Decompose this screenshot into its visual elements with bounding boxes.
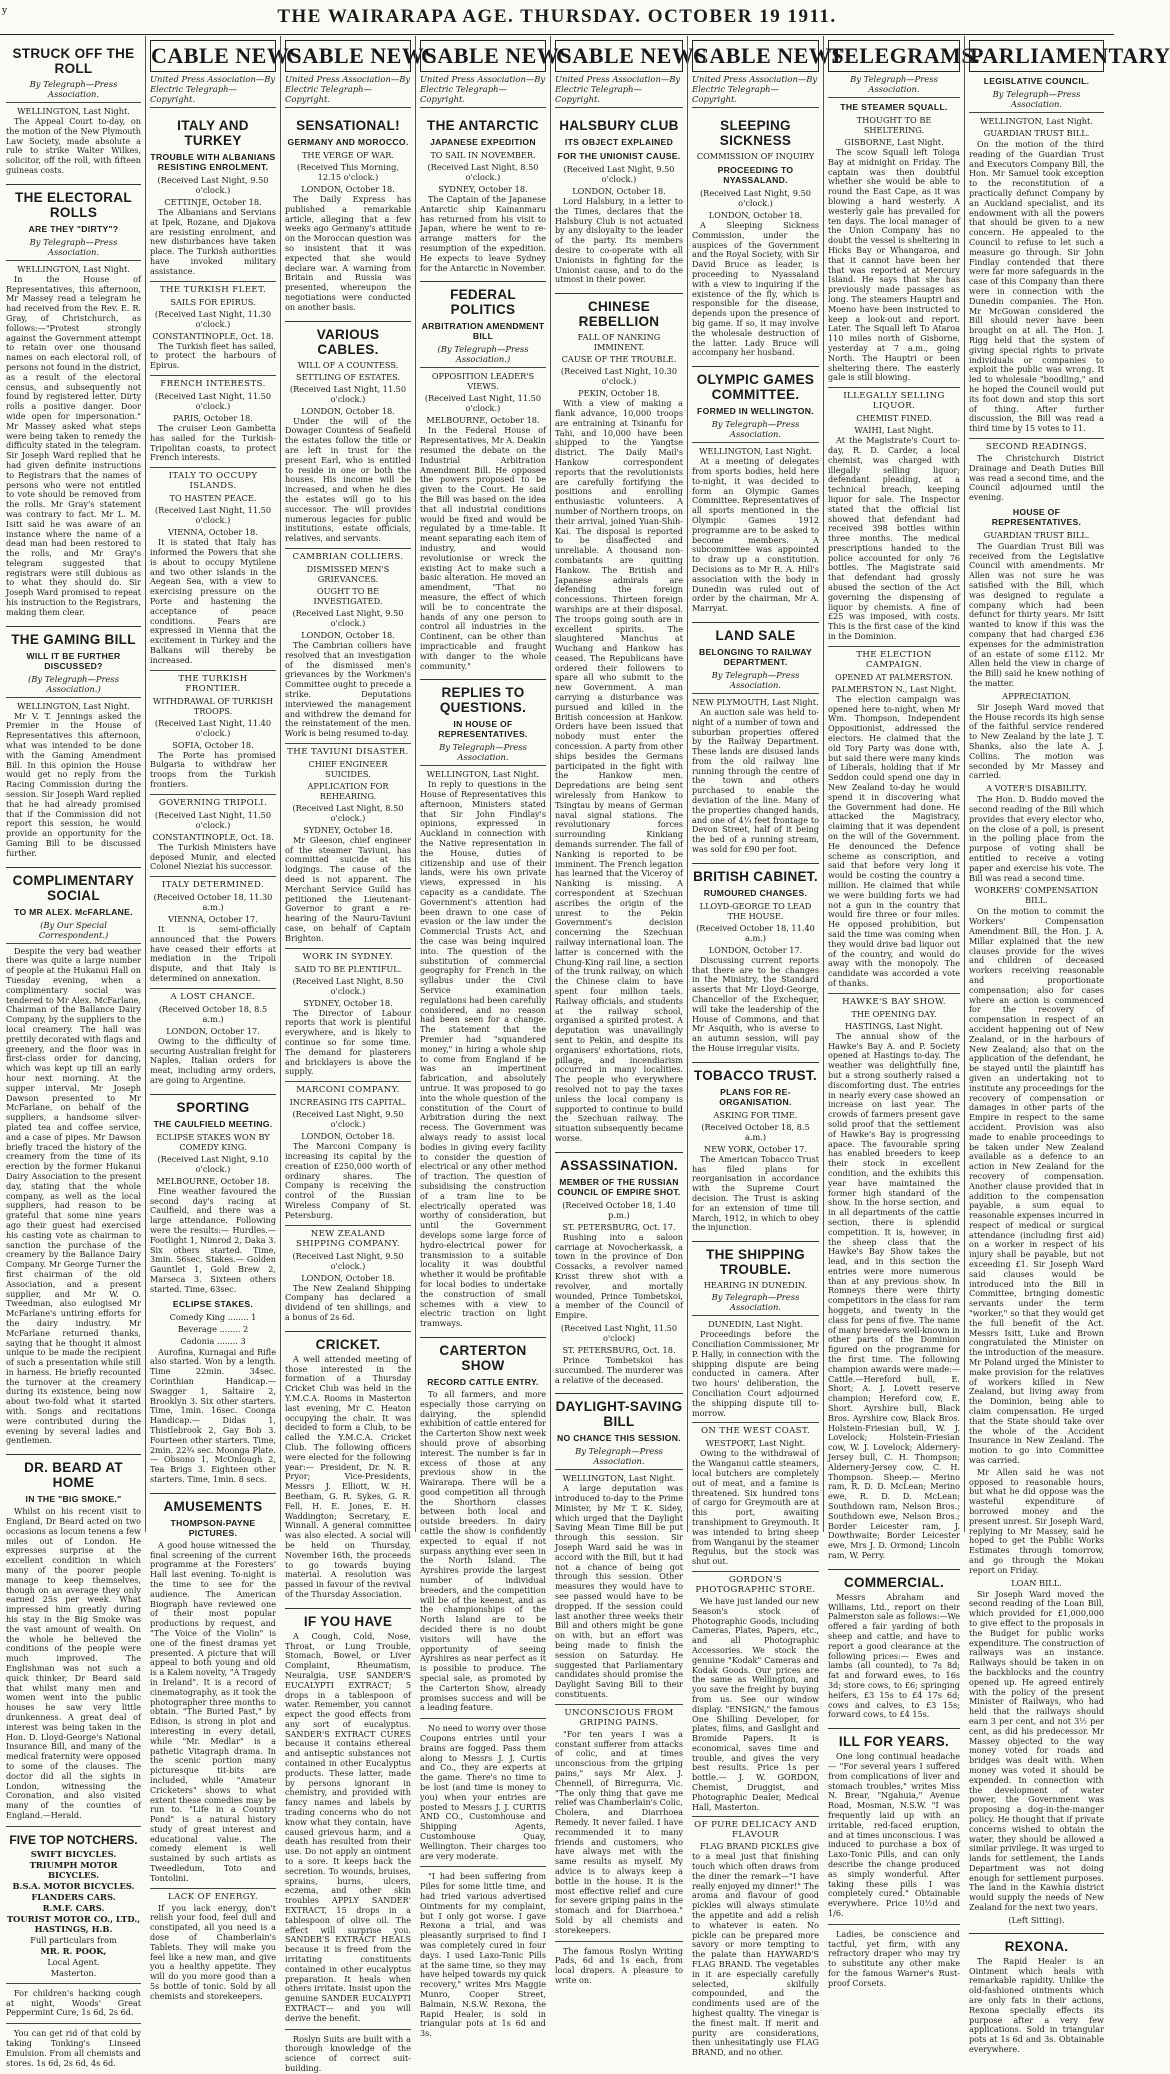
article-body: The American Tobacco Trust has filed plans for reorganisation in accordance with the Supreme Court decision. The Trust is asking for an extension of time till March, 1912, in which to obey the injunction.	[692, 1153, 819, 1233]
ad-line: FLANDERS CARS.	[31, 1891, 116, 1902]
dateline: CETTINJE, October 18.	[164, 197, 262, 207]
dateline: NEW YORK, October 17.	[704, 1143, 807, 1154]
result-line: Comedy King ........ 1	[169, 1311, 257, 1322]
article-body: The Hon. D. Buddo moved the second reading of the Bill which provides that every elector who, on the close of a poll, is present in the polling place from the purpose of voting shall be entitled to receive a voting paper and exercise his vote. The Bill was read a second time.	[969, 794, 1104, 883]
subheadline: SETTLING OF ESTATES.	[295, 371, 401, 382]
column-7	[823, 36, 981, 1988]
subheadline: RECORD CATTLE ENTRY.	[427, 1376, 539, 1387]
dateline: LONDON, October 18.	[301, 1272, 395, 1283]
subheadline: APPRECIATION.	[1002, 690, 1071, 701]
ad-line: TRIUMPH MOTOR BICYCLES.	[29, 1859, 118, 1880]
subheadline: THOUGHT TO BE SHELTERING.	[856, 115, 932, 135]
dateline: VIENNA, October 18.	[168, 527, 258, 538]
received-line: (Received Last Night, 11.50 o'clock)	[560, 1322, 678, 1343]
subheadline: TO SAIL IN NOVEMBER.	[430, 150, 536, 160]
ad-agent: MR. R. POOK,	[40, 1945, 107, 1956]
dateline: LONDON, October 18.	[301, 405, 395, 416]
subheadline: TROUBLE WITH ALBANIANS RESISTING ENROLMENT.	[150, 152, 276, 172]
headline-ill-for-years: ILL FOR YEARS.	[828, 1728, 960, 1749]
subheadline: CHIEF ENGINEER SUICIDES.	[308, 758, 388, 779]
article-body: Sir Joseph Ward moved the second reading of the Loan Bill, which provided for £1,000,000 to give effect to the proposals in the Budget for public works expenditure. The construction of railways was an instance. Railways should be taken in on the backblocks and the country opened up. He agreed entirely with the policy of the present Minister of Railways, who had held that the railways should earn 3 per cent, and not 3½ per cent, as did his predecessor. Mr Massey objected to the way money voted for roads and bridges was dealt with. When money was voted it should be expended. In connection with the development of water power, the Government was proposing a dog-in-the-manger policy. He thought that if private concerns wished to obtain the water, they should be allowed a similar privilege. It was urged to lands for settlement, the Lands Department was not doing enough for settlement purposes. The land in the Kawhia district would supply the needs of New Zealand for the next two years.	[969, 1588, 1104, 1913]
column-1	[2, 36, 145, 2068]
article-body: The Turkish Ministers have deposed Munir, and elected Colonel Nieziat his successor.	[150, 841, 276, 872]
ad-top-notchers-title: FIVE TOP NOTCHERS.	[9, 1832, 138, 1847]
column-6	[687, 36, 845, 2058]
headline-sleeping-sickness: SLEEPING SICKNESS	[719, 118, 792, 148]
received-line: (Received This Morning, 12.15 o'clock.)	[297, 162, 399, 182]
article-body: The Cambrian colliers have resolved that an investigation of the dismissed men's grievances by the Workmen's Committee ought to precede a strike. Deputations interviewed the management and withdrew the demand for the reinstatement of the men. Work is being resumed to-day.	[285, 639, 411, 739]
subheadline: THE ELECTION CAMPAIGN.	[828, 646, 960, 670]
credit: By Telegraph—Press Association.	[692, 670, 819, 694]
divider	[6, 1983, 141, 1984]
article-body: The New Zealand Shipping Company has declared a dividend of ten shillings, and a bonus of 2s 6d.	[285, 1282, 411, 1322]
ad-roslyn-suits: Roslyn Suits are built with a thorough knowledge of the science of correct suit-building.	[285, 2033, 411, 2073]
article-body: The Turkish fleet has sailed, to protect the harbours of Epirus.	[150, 340, 276, 371]
article-body: On the motion to commit the Workers' Compensation Amendment Bill, the Hon. J. A. Millar explained that the new clauses provide for the wives and children of deceased workers receiving reasonable and proportionate compensation; also for cases where an action is commenced for the recovery of compensation in respect of an accident happening out of New Zealand, or in the harbours of New Zealand; also that on the application of the defendant, he be stayed until the plaintiff has given an undertaking not to institute any proceedings for the recovery of compensation or damages in other parts of the Empire in respect to the same accident. Provision was also made to enable proceedings to be taken under New Zealand available as a defence to an action in New Zealand for the recovery of compensation. Another clause provided that in addition to the compensation payable, a sum equal to reasonable expenses incurred in respect of medical or surgical attendance (including first aid) on a worker in respect of his injury shall be payable, but not exceeding £1. Sir Joseph Ward said clauses would be introduced into the Bill in Committee, bringing domestic servants under the term "worker," so that they would get the full benefit of the Act. Messrs Isitt, Luke and Brown congratulated the Minister on the introduction of the measure. Mr Poland urged the Minister to make provision for the relatives of workers killed in New Zealand, but living away from the Dominion, being able to claim compensation. He urged that the State should take over the whole of the Accident Insurance in New Zealand. The motion to go into Committee was carried.	[969, 906, 1104, 1466]
headline-complimentary-social: COMPLIMENTARY SOCIAL	[6, 867, 141, 903]
headline-if-you-have: IF YOU HAVE	[285, 1608, 411, 1629]
subheadline: SECOND READINGS.	[969, 438, 1104, 452]
received-line: (Received Last Night, 11.50 o'clock.)	[154, 390, 272, 411]
article-body: Mr Allen said he was not opposed to reasonable hours, but what he did oppose was the wasteful expenditure of borrowed money and the present unrest. Sir Joseph Ward, replying to Mr Massey, said he hoped to get the Public Works Estimates through tomorrow, and go through the Mokau report on Friday.	[969, 1466, 1104, 1575]
article-body: Prince Tombetskoi has succumbed. The murderer was a relative of the deceased.	[555, 1354, 683, 1385]
dateline: WELLINGTON, Last Night.	[17, 700, 130, 711]
ad-warners-corsets: Ladies, be conscience and tactful, yet firm, with any refractory draper who may try to substitute any other make for the famous Warner's Rust-proof Corsets.	[828, 1928, 960, 1988]
received-line: (Received Last Night, 11.40 o'clock.)	[154, 717, 272, 738]
received-line: (Received October 18, 11.30 a.m.)	[153, 892, 273, 913]
received-line: (Received Last Night, 9.50 o'clock.)	[292, 607, 404, 628]
headline-electoral-rolls: THE ELECTORAL ROLLS	[6, 184, 141, 220]
subheadline: GORDON'S PHOTOGRAPHIC STORE.	[692, 1571, 819, 1595]
headline-shipping-trouble: THE SHIPPING TROUBLE.	[692, 1241, 819, 1277]
dateline: ST. PETERSBURG, Oct. 17.	[562, 1221, 676, 1232]
dateline: PALMERSTON N., Last Night.	[831, 683, 957, 694]
dateline: DUNEDIN, Last Night.	[708, 1319, 803, 1330]
dateline: LONDON, October 18.	[708, 210, 803, 220]
subheadline: ON THE WEST COAST.	[692, 1422, 819, 1436]
article-body: Fine weather favoured the second day's racing at Caulfield, and there was a large attendance. Following were the results:— Hurdles.— Footlight 1, Nimrod 2, Daka 3. Six others started. Time, 3min. 56sec. Stakes.— Golden Gauntlet 1, Gold Brew 2, Marseca 3. Sixteen others started. Time, 63sec.	[150, 1185, 276, 1294]
headline-antarctic: THE ANTARCTIC	[427, 118, 539, 133]
dateline: WELLINGTON, Last Night.	[426, 769, 540, 780]
credit: By Telegraph—Press Association.	[969, 89, 1104, 113]
subheadline: LEGISLATIVE COUNCIL.	[983, 76, 1090, 86]
credit: By Telegraph—Press Association.	[828, 74, 960, 98]
dateline: HASTINGS, Last Night.	[844, 1020, 944, 1031]
subheadline: ARBITRATION AMENDMENT BILL	[421, 321, 545, 342]
dateline: SYDNEY, October 18.	[303, 997, 393, 1008]
subheadline: THE TAVIUNI DISASTER.	[285, 743, 411, 757]
subheadline: THE VERGE OF WAR.	[301, 150, 395, 160]
dateline: CONSTANTINOPLE, Oct. 18.	[152, 330, 274, 341]
article-body: The Christchurch District Drainage and Death Duties Bill was read a second time, and the Council adjourned until the evening.	[969, 452, 1104, 503]
dateline: SOFIA, October 18.	[172, 739, 254, 750]
headline-gaming-bill: THE GAMING BILL	[6, 626, 141, 647]
credit: By Telegraph—Press Association.	[692, 419, 819, 443]
subheadline: GUARDIAN TRUST BILL.	[983, 529, 1090, 540]
received-line: (Received October 18, 8.5 a.m.)	[701, 1121, 810, 1142]
article-body: Whilst on his recent visit to England, Dr Beard acted on two occasions as locum tenens a few miles out of London. He expresses surprise at the excellent condition in which many of the poorer people manage to keep themselves, though on an average they only earned 25s per week. What impressed him greatly during his stay in the Big Smoke was the vast amount of wealth. On the whole he believed the conditions of the people were much improved. The Englishman was not such a quick thinker, Dr Beard said that whilst many men and women went into the public houses he saw very little drunkenness. A great deal of interest was being taken in the Hon. D. Lloyd-George's National Insurance Bill, and many of the medical fraternity were opposed to some of the clauses. The doctor did all the sights in London, witnessing the Coronation, and also visited many of the counties of England.—Herald.	[6, 1506, 141, 1820]
ad-line: R.M.F. CARS.	[42, 1902, 105, 1913]
subheadline: ECLIPSE STAKES.	[172, 1298, 254, 1309]
article-body: The scow Squall left Tologa Bay at midnight on Friday. The captain was then doubtful whether she would be able to round the East Cape, as it was blowing a hard westerly. A westerly gale has prevailed for ten days. The local manager of the Union Company has no doubt the vessel is sheltering in Hicks Bay or Whangaroa, and that it cannot have been her that was reported at Mercury Island. He says that she has previously made passages as long. The steamers Hauptri and Moeno have been instructed to keep a look-out and report. Later. The Squall left To Ataroa 110 miles north of Gisborne, yesterday at 7 a.m., going North. The Hauptri or been sheltering there. The easterly gale is still blowing.	[828, 147, 960, 383]
article-body: The Captain of the Japanese Antarctic ship Kainanmaru has returned from his visit to Japan, where he went to re-arrange matters for the resumption of the expedition. He expects to leave Sydney for the Antarctic in November.	[420, 194, 546, 273]
result-line: Cadonia ........ 3	[180, 1335, 246, 1346]
dateline: LONDON, October 18.	[301, 629, 395, 640]
column-2	[145, 36, 303, 2001]
left-sitting: (Left Sitting).	[1008, 1914, 1065, 1925]
article-body: The election campaign was opened here to-night, when Mr Wm. Thompson, Independent Oppositionist, addressed the electors. He claimed that the old Tory Party was done with, but said there were many kinds of Liberals, holding that if Mr Seddon could spend one day in New Zealand to-day he would spend it in discovering what the Government had done. He attacked the Magistracy, claiming that it was dependent on the will of the Government. He denounced the Defence scheme as conscription, and said that before very long it would be costing the country a million. He claimed that while we were building forts we had not a gun in the country that would fire three or four miles. He opposed prohibition, but said the time was coming when they would drive bad liquor out of the country, and would do away with the monopoly. The candidate was accorded a vote of thanks.	[828, 693, 960, 988]
article-body: The Albanians and Servians at Ipek, Rozane, and Djakova are resisting enrolment, and new disturbances have taken place. The Turkish authorities have invoked military assistance.	[150, 207, 276, 276]
subheadline: GUARDIAN TRUST BILL.	[983, 128, 1090, 138]
dateline: LONDON, October 18.	[301, 184, 395, 194]
headline-struck-off: STRUCK OFF THE ROLL	[12, 46, 135, 76]
credit: By Telegraph—Press Association.	[420, 742, 546, 766]
ad-particulars: Full particulars from	[30, 1934, 117, 1945]
received-line: (Received Last Night, 9.50 o'clock.)	[699, 188, 811, 208]
article-body: Owing to the withdrawal of the Wanganui cattle steamers, local butchers are completely out of meat, and a famine is threatened. Six hundred tons of cargo for Greymouth are at this port, awaiting transhipment to Greymouth. It was intended to bring sheep from Wanganui by the steamer Regulus, but the stock was shut out.	[692, 1448, 819, 1567]
subheadline: WORKERS' COMPENSATION BILL.	[974, 885, 1099, 906]
article-body: A Sleeping Sickness Commission, under the auspices of the Government and the Royal Society, with Sir David Bruce as leader, is proceeding to Nyassaland with a view to inquiring if the existence of the fly, which is responsible for the disease, depends upon the presence of big game. If so, it may involve the wholesale destruction of the latter. Lady Bruce will accompany her husband.	[692, 220, 819, 358]
headline-dr-beard: DR. BEARD AT HOME	[6, 1454, 141, 1490]
article-body: On the motion of the third reading of the Guardian Trust and Executors Company Bill, the Hon. Mr Samuel took exception to the reconstitution of a practically defunct Company by an Auckland specialist, and its endowment with all the powers that should be given to a new concern. He appealed to the Council to refuse to let such a measure go through. Sir John Findlay contended that there were far more safeguards in the case of this Company than there were in connection with the Dunedin companies. The Hon. Mr McGowan considered the Bill should never have been brought on at all. The Hon. J. Rigg held that the system of giving special rights to private individuals or companies to exploit the public was wrong. It led to wholesale "boodling," and he hoped the Council would put its foot down and stop this sort of thing. After further discussion, the Bill was read a third time by 15 votes to 11.	[969, 139, 1104, 434]
column-4	[415, 36, 573, 2039]
dateline: PARIS, October 18.	[173, 412, 253, 423]
masthead: THE WAIRARAPA AGE. THURSDAY. OCTOBER 19 1911.	[0, 0, 1114, 35]
subheadline: APPLICATION FOR REHEARING.	[307, 780, 389, 801]
article-body: Discussing current reports that there are to be changes in the Ministry, the Standard asserts that Mr Lloyd-George, Chancellor of the Exchequer, will take the leadership of the House of Commons, and that Mr Asquith, who is averse to an autumn session, will pay the House irregular visits.	[692, 954, 819, 1054]
subheadline: SAID TO BE PLENTIFUL.	[294, 963, 402, 974]
subheadline: MARCONI COMPANY.	[285, 1081, 411, 1095]
section-title-cable-news: CABLE NEWS	[692, 40, 819, 72]
credit: By Telegraph—Press Association.	[555, 1446, 683, 1470]
subheadline: THOMPSON-PAYNE PICTURES.	[170, 1517, 256, 1538]
article-body: The Guardian Trust Bill was received from the Legislative Council with amendments. Mr Allen was not sure he was satisfied with the Bill, which was designed to regulate a company which had been defunct for thirty years. Mr Isitt wanted to know if this was the company that had charged £36 expenses for the administration of an estate of some £112. Mr Allen held the view in charge of the Bill) said he knew nothing of the matter.	[969, 540, 1104, 689]
divider	[6, 2023, 141, 2024]
article-body: With a view of making a flank advance, 10,000 troops are entraining at Tsinanfu for Tahi, and 10,000 have been shipped to the Yangtse district. The Daily Mail's Hankow correspondent reports that the revolutionists are carefully fortifying the positions and enrolling enthusiastic volunteers. A number of Northern troops, on their arrival, joined Yuan-Shih-Kai. The disposal is reported to be disaffected and unreliable. A thousand non-combatants are quitting Hankow. The British and Japanese admirals are defending the foreign concessions. Thirteen foreign warships are at their disposal. The troops going south are in excellent spirits. The slaughtered Manchus at Wuchang and Hankow has ceased. The Republicans have ordered their followers to spare all who submit to the new Government. A man carrying a disturbance was pursued and killed in the British concession at Hankow. Orders have been issued that nobody must enter the concession. A party from other ships besides the Germans participated in the fight with the Hankow men. Depredations are being sent wirelessly from Hankow to Tsingtau by means of German naval signal stations. The revolutionary forces surrounding Kinkiang demands surrender. The fall of Nanking is reported to be imminent. The French legation has learned that the Viceroy of Nanking is missing. A correspondent at Szechuan ascribes the origin of the unrest to the Pekin Government's decision concerning the Szechuan railway international loan. The latter is concerned with the Chung-King rail line, a section of the trunk railway, on which the Chinese claim to have spent four million taels. Railway officials, and students at the railway school, organised a spirited protest. A deputation was unavailingly sent to Pekin, and despite its organisers' exhortations, riots, pillage, and incendiarism occurred in many localities. The people who everywhere resolved not to pay the taxes unless the local company is supported to continue to build the Szechuan railway. The situation subsequently became worse.	[555, 398, 683, 1143]
received-line: (Received Last Night, 11.50 o'clock.)	[154, 505, 272, 526]
article-body: The Appeal Court to-day, on the motion of the New Plymouth Law Society, made absolute a rule to strike Walter Wilkes, solicitor, off the roll, with fifteen guineas costs.	[6, 116, 141, 175]
credit: United Press Association—By Electric Telegraph—Copyright.	[420, 74, 546, 108]
received-line: (Received October 18, 11.40 a.m.)	[696, 922, 815, 943]
received-line: (Received Last Night, 11.50 o'clock.)	[154, 809, 272, 830]
credit: (By Telegraph—Press Association.)	[420, 344, 546, 368]
ad-rexona: The Rapid Healer is an Ointment which heals with remarkable rapidity. Unlike the old-fashioned ointments which are only fats in their actions, Rexona specially effects its purpose after a very few applications. Sold in triangular pots at 1s 6d and 3s. Obtainable everywhere.	[969, 1955, 1104, 2055]
subheadline: ECLIPSE STAKES WON BY COMEDY KING.	[156, 1131, 270, 1152]
subheadline: IN HOUSE OF REPRESENTATIVES.	[438, 719, 528, 740]
subheadline: LACK OF ENERGY.	[150, 1888, 276, 1902]
credit: United Press Association—By Electric Telegraph—Copyright.	[285, 74, 411, 108]
subheadline: SAILS FOR EPIRUS.	[170, 296, 256, 307]
credit: United Press Association—By Electric Telegraph—Copyright.	[150, 74, 276, 108]
headline-chinese-rebellion: CHINESE REBELLION	[555, 293, 683, 329]
dateline: WELLINGTON, Last Night.	[17, 263, 130, 274]
article-body: A large deputation was introduced to-day to the Prime Minister, by Mr T. K. Sidey, which urged that the Daylight Saving Mean Time Bill be put through this session. Sir Joseph Ward said he was in accord with the Bill, but it had not a chance of being got through this session. Other measures they would have to see passed would have to be dropped. If the session could last another three weeks their Bill and others might be gone on with, but an effort was being made to finish the session on Saturday. He suggested that Parliamentary candidates should promise the Daylight Saving Bill to their constituents.	[555, 1483, 683, 1700]
dateline: MELBOURNE, October 18.	[156, 1175, 270, 1186]
subheadline: ILLEGALLY SELLING LIQUOR.	[828, 387, 960, 411]
article-body: A well attended meeting of those interested in the formation of a Thursday Cricket Club was held in the Y.M.C.A. Rooms in Masterton last evening, Mr C. Heaton occupying the chair. It was decided to form a Club, to be called the Y.M.C.A. Cricket Club. The following officers were elected for the following year:— President, Dr. N. R. Pryor; Vice-Presidents, Messrs J. Elliott, W. H. Beetham, G. R. Sykes, G. R. Fell, H. E. Jones, E. H. Waddington; Secretary, E. Winnall. A general committee was also elected. A social will be held on Thursday, November 16th, the proceeds to go towards buying material. A resolution was passed in favour of the revival of the Thursday Association.	[285, 1353, 411, 1599]
headline-british-cabinet: BRITISH CABINET.	[692, 863, 819, 884]
article-body: Lord Halsbury, in a letter to the Times, declares that the Halsbury Club is not actuated by any disloyalty to the leader of the party. Its members desire to co-operate with all Unionists in fighting for the Unionist cause, and to do the utmost in their power.	[555, 196, 683, 285]
subheadline: LOAN BILL.	[1011, 1577, 1062, 1588]
article-body: The annual show of the Hawke's Bay A. and P. Society opened at Hastings to-day. The weather was delightfully fine, but a strong southerly raised a discomforting dust. The entries in nearly every case showed an increase on last year. The crowds of farmers present gave solid proof that the settlement of Hawke's Bay is progressing apace. The favourable spring has enabled breeders to keep their stock in excellent condition, and the exhibits this year have maintained the former high standard of the show. In the horse section, and in all departments of the cattle section, there is splendid competition. It is, however, in the sheep class that the Hawke's Bay Show takes the lead, and in this section the entries were more numerous than at any previous show. In Romneys there were thirty competitors in the class for ram hoggets, and twenty in the class for pens of five. The name of many breeders well-known in other parts of the Dominion figured on the programme for the first time. The following champion awards were made:— Cattle.—Hereford bull, E. Short; A. J. Lovett reserve champion; Hereford cow, E. Short. Ayrshire bull, Black Bros. Ayrshire cow, Black Bros. Holstein-Friesian bull, W. J. Lovelock; Holstein-Friesian cow, W. J. Lovelock; Aldernery-Jersey bull, C. H. Thompson; Aldernery-Jersey cow, C. H. Thompson. Sheep.— Merino ram, R. D. D. McLean; Merino ewe, R. D. D. McLean; Southdown ram, Nelson Bros.; Southdown ewe, Nelson Bros.; Border Leicester ram, J. Dowthwaite; Border Leicester ewe, Mrs J. D. Ormond; Lincoln ram, W. Perry.	[828, 1030, 960, 1560]
subheadline: FOR THE UNIONIST CAUSE.	[557, 151, 681, 161]
received-line: (Received Last Night, 9.50 o'clock.)	[157, 175, 269, 195]
headline-land-sale: LAND SALE	[692, 622, 819, 643]
ad-gordons-store: We have just landed our new Season's stock of Photographic Goods, including Cameras, Plates, Papers, etc., and all Photographic Accessories. We stock the genuine "Kodak" Cameras and Kodak Goods. Our prices are the same as Wellington, and you save the freight by buying from us. See our window display. "ENSIGN," the famous One Shilling Developer, for plates, films, and Gaslight and Bromide Papers. It is economical, saves time and trouble, and gives the very best results. Price 1s per bottle.— J. W. GORDON, Chemist, Druggist, and Photographic Dealer, Medical Hall, Masterton.	[692, 1595, 819, 1812]
article-body: A good house witnessed the final screening of the current programme at the Foresters' Hall last evening. To-night is the time to see for the audience. The American Biograph have reviewed one of their most popular productions by request, and "The Voice of the Violin" is one of the finest dramas yet presented. A picture that will appeal to both young and old is a Kalem novelty, "A Tragedy in Ireland". It is a record of cinematography, as it took the photographer three months to obtain. "The Buried Past," by Edison, is strong in plot and interesting in every detail, while "Mr. Medlar" is a pathetic Vitagraph drama. In the scenic portion many picturesque tit-bits are included, while "Amateur Cricketers" shows to what extent these comedies may be run to. "Life in a Country Pond" is a natural history study of great interest and educational value. The comedy element is well sustained by such artists as Tweedledum, Toto and Tontolini.	[150, 1539, 276, 1883]
article-body: Under the will of the Dowager Countess of Seafield the estates follow the title or are left in trust for the present Earl, who is entitled to reside in one or both the houses. His income will be increased, and when he dies the estates will go to his successor. The will provides numerous legacies for public institutions, estate officials, relatives, and servants.	[285, 415, 411, 544]
dateline: LONDON, October 18.	[572, 186, 666, 196]
article-body: The Daily Express has published a remarkable article, alleging that a few weeks ago Germany's attitude on the Moroccan question was so insistent that it was expected that she would declare war. A warning from Britain and Russia was presented, whereupon the negotiations were conducted on another basis.	[285, 194, 411, 312]
article-body: Owing to the difficulty of securing Australian freight for Naples, Italian orders for meat, including army orders, are going to Argentine.	[150, 1035, 276, 1086]
dateline: WELLINGTON, Last Night.	[699, 446, 812, 457]
column-8	[964, 36, 1170, 2055]
article-body: To all farmers, and more especially those carrying on dairying, the splendid exhibition of cattle entered for the Carterton Show next week should prove of absorbing interest. The number is far in excess of those at any previous show in the Wairarapa. There will be a good competition all through the Shorthorn classes between both local and outside breeders. In dairy cattle the show is confidently expected to equal if not surpass anything ever seen in the North Island. The Ayrshires provide the largest number of individual breeders, and the competition will be of the keenest, and as the championships of the North Island are to be decided there is no doubt visitors will have the opportunity of seeing Ayrshires as near perfect as it is possible to produce. The special sale, as promoted by the Carterton Show, already promises success and will be a leading feature.	[420, 1388, 546, 1713]
received-line: (Received Last Night, 9.50 o'clock.)	[563, 164, 675, 184]
dateline: PEKIN, October 18.	[578, 388, 660, 399]
headline-assassination: ASSASSINATION.	[555, 1152, 683, 1173]
received-line: (Received Last Night, 8.50 o'clock.)	[292, 802, 404, 823]
received-line: (Received Last Night, 9.50 o'clock.)	[292, 1109, 404, 1130]
subheadline: LLOYD-GEORGE TO LEAD THE HOUSE.	[699, 900, 812, 921]
ad-curtis: No need to worry over those Coupons entries until your brains are fogged. Pass them along to Messrs J. J. Curtis and Co., they are experts at the game. There's no time to be lost (and time is money to you) when your entries are posted to Messrs J. J. CURTIS AND CO., Customhouse and Shipping Agents, Customhouse Quay, Wellington. Their charges too are very moderate.	[420, 1723, 546, 1861]
page-mark: y	[2, 6, 8, 16]
subheadline: ARE THEY "DIRTY"?	[28, 223, 119, 234]
dateline: MELBOURNE, October 18.	[426, 415, 540, 426]
article-body: Rushing into a saloon carriage at Novocherkassk, a town in the province of Don Cossacks, a revolver named Krisst threw shot with a revolver, and mortally wounded, Prince Tombetskoi, a member of the Council of Empire.	[555, 1231, 683, 1321]
dateline: LONDON, October 17.	[166, 1025, 260, 1036]
result-line: Beverage ........ 2	[177, 1323, 249, 1334]
headline-replies-to-questions: REPLIES TO QUESTIONS.	[420, 679, 546, 715]
subheadline: FORMED IN WELLINGTON.	[697, 406, 814, 417]
subheadline: PROCEEDING TO NYASSALAND.	[717, 165, 794, 185]
section-title-cable-news: CABLE NEWS	[555, 40, 683, 72]
subheadline: THE CAULFIELD MEETING.	[153, 1118, 273, 1129]
ad-peppermint-cure: For children's hacking cough at night, Woods' Great Peppermint Cure, 1s 6d, 2s 6d.	[6, 1987, 141, 2018]
subheadline: CAUSE OF THE TROUBLE.	[561, 354, 677, 365]
divider	[828, 1924, 960, 1925]
subheadline-house: HOUSE OF REPRESENTATIVES.	[991, 506, 1082, 527]
credit: (By Telegraph—Press Association.)	[6, 674, 141, 698]
columns	[2, 36, 1170, 2073]
subheadline: PLANS FOR RE-ORGANISATION.	[719, 1086, 792, 1107]
subheadline: THE STEAMER SQUALL.	[840, 102, 948, 112]
article-body: If you lack energy, don't relish your food, feel dull and constipated, all you need is a dose of Chamberlain's Tablets. They will make you feel like a new man, and give you a healthy appetite. They will do you more good than a 5s bottle of tonic. Sold by all chemists and storekeepers.	[150, 1902, 276, 2001]
credit: United Press Association—By Electric Telegraph—Copyright.	[555, 74, 683, 108]
subheadline: FALL OF NANKING IMMINENT.	[577, 332, 661, 353]
dateline: SYDNEY, October 18.	[438, 184, 528, 194]
divider	[285, 2029, 411, 2030]
article-body: Messrs Abraham and Williams, Ltd., report on their Palmerston sale as follows:—We offered a fair yarding of both sheep and cattle, and have to report a good clearance at the following prices:— Ewes and lambs (all counted), to 7s 8d; fat and forward ewes, to 16s 3d; store cows, to £6; springing heifers, £3 15s to £4 17s 6d; cows and calves, to £3 15s; forward cows, to £4 15s.	[828, 1591, 960, 1720]
subheadline: GERMANY AND MOROCCO.	[287, 137, 409, 147]
subheadline: JAPANESE EXPEDITION	[430, 137, 536, 147]
received-line: (Received Last Night, 11.50 o'clock.)	[289, 383, 407, 404]
received-line: (Received Last Night, 9.10 o'clock.)	[157, 1153, 269, 1174]
subheadline: CAMBRIAN COLLIERS.	[285, 548, 411, 562]
subheadline: ITALY TO OCCUPY ISLANDS.	[150, 467, 276, 491]
headline-commercial: COMMERCIAL.	[828, 1569, 960, 1590]
dateline: WAIHI, Last Night.	[854, 425, 934, 436]
article-body: The Marconi Company is increasing its capital by the creation of £250,000 worth of ordinary shares. The Company is receiving the control of the Russian Wireless Company of St. Petersburg.	[285, 1141, 411, 1220]
ad-colic-remedy: "For ten years I was a constant sufferer from attacks of colic, and at times unconscious from the griping pains," says Mr Alex. J. Chennell, of Birregurra, Vic. "The only thing that gave me relief was Chamberlain's Colic, Cholera, and Diarrhoea Remedy. It never failed. I have recommended it to many friends and customers, who have always met with the same results as myself. My advice is to always keep a bottle in the house. It is the most effective relief and cure for severe griping pains in the stomach and for Diarrhoea." Sold by all chemists and storekeepers.	[555, 1728, 683, 1935]
section-title-parliamentary: PARLIAMENTARY	[969, 40, 1104, 72]
dateline: WELLINGTON, Last Night.	[17, 106, 130, 116]
subheadline: ITALY DETERMINED.	[150, 876, 276, 890]
subheadline: A LOST CHANCE.	[150, 988, 276, 1002]
dateline: GISBORNE, Last Night.	[844, 137, 944, 147]
subheadline: INCREASING ITS CAPITAL.	[289, 1097, 407, 1108]
subheadline: OPPOSITION LEADER'S VIEWS.	[431, 371, 535, 392]
headline-carterton-show: CARTERTON SHOW	[420, 1337, 546, 1373]
ad-flag-brand: FLAG BRAND PICKLES give to a meal just that finishing touch which often draws from the diner the remark—"I have really enjoyed my dinner!" The aroma and flavour of good pickles will always stimulate the appetite and add a relish to whatever is eaten. No pickle can be prepared more savory or more tempting to the palate than HAYWARD'S FLAG BRAND. The vegetables in it are especially carefully selected, skilfully compounded, and the condiments used are of the highest quality. The vinegar is the finest malt. If merit and purity are considerations, then unhesitatingly use FLAG BRAND, and no other.	[692, 1841, 819, 2058]
divider	[420, 1718, 546, 1719]
headline-various-cables: VARIOUS CABLES.	[285, 321, 411, 357]
credit: By Telegraph—Press Association.	[692, 1292, 819, 1316]
article-body: At the Magistrate's Court to-day, R. D. Carder, a local chemist, was charged with illegally selling liquor; defendant pleading, at a technical breach, keeping liquor for sale. The Inspector stated that the official list showed that defendant had received 398 bottles within three months. The medical prescriptions handed to the police accounted for only 76 bottles. The Magistrate said that defendant had grossly abused the section of the Act governing the dispensing of liquor by chemists. A fine of £25 was imposed, with costs. This is the first case of the kind in the Dominion.	[828, 435, 960, 642]
dateline: SYDNEY, October 18.	[303, 824, 393, 835]
headline-halsbury-club: HALSBURY CLUB	[559, 118, 679, 133]
article-body: At a meeting of delegates from sports bodies, held here to-night, it was decided to form an Olympic Games Committee. Representatives of all sports mentioned in the Olympic Games 1912 programme are to be asked to become members. A subcommittee was appointed to draw up a constitution. Decisions as to Mr R. A. Hill's association with the body in Dunedin was ruled out of order by the chairman, Mr A. Marryat.	[692, 456, 819, 614]
article-body: In the Federal House of Representatives, Mr A. Deakin resumed the debate on the Industrial Arbitration Amendment Bill. He opposed the powers proposed to be given to the Court. He said the Bill was based on the idea that all industrial conditions would be fixed and would be regulated by a time-table. It meant separating each item of industry, and would revolutionise or wreck the existing Act to make such a basic alteration. He moved an amendment, "That no measure, the effect of which will be to concentrate the hands of any one person to control all industries in the Continent, can be other than impracticable and fraught with danger to the whole community."	[420, 425, 546, 671]
subheadline: NEW ZEALAND SHIPPING COMPANY.	[285, 1225, 411, 1249]
subheadline: FRENCH INTERESTS.	[150, 375, 276, 389]
subheadline: WORK IN SYDNEY.	[285, 948, 411, 962]
subheadline: RUMOURED CHANGES.	[703, 887, 808, 898]
article-body: Mr Gleeson, chief engineer of the steamer Taviuni, has committed suicide at his lodgings. The cause of the deed is not apparent. The Merchant Service Guild has petitioned the Lieutenant-Governor to grant a re-hearing of the Nauru-Taviuni case, on behalf of Captain Brighton.	[285, 834, 411, 943]
received-line: (Received Last Night, 10.30 o'clock.)	[560, 366, 678, 387]
article-body: In the House of Representatives, this afternoon, Mr Massey read a telegram he had received from the Rev. E. R. Gray, of Christchurch, as follows:—"Protest strongly against the Government attempt to retain over one thousand names on each electoral roll, of persons not found in the district, as a result of the electoral census, and subsequently not found by registered letter. Dirty rolls a positive danger. Door wide open for impersonation." Mr Massey asked what steps were being taken to remedy the difficulty stated in the telegram. Sir Joseph Ward replied that he had given definite instructions to Registrars that the names of persons who were not entitled to vote should be removed from the rolls. Mr Gray's statement was contrary to fact. Mr L. M. Isitt said he was aware of an instance where the name of a dead man had been restored to the rolls, and Mr Gray's telegram suggested that registrars were still dubious as to what they should do. Sir Joseph Ward promised to repeat his instruction to the Registrars, making them clear.	[6, 273, 141, 617]
subheadline: THE TURKISH FLEET.	[150, 281, 276, 295]
subheadline: THE TURKISH FRONTIER.	[150, 670, 276, 694]
article-body: Proceedings before the Conciliation Commissioner, Mr P. Hally, in connection with the shipping dispute are being conducted in camera. After two hours' deliberation, the Conciliation Court adjourned the shipping dispute till to-morrow.	[692, 1329, 819, 1418]
article-body: An auction sale was held to-night of a number of town and suburban properties offered by the Railway Department. These lands are disused lands from the old railway line running through the centre of the town and others purchased to enable the deviation of the line. Many of the properties changed hands, and one of 4¼ feet frontage to Devon Street, half of it being the bed of a running stream, was sold for £90 per foot.	[692, 706, 819, 855]
received-line: (Received October 18, 8.5 a.m.)	[158, 1003, 268, 1024]
section-title-cable-news: CABLE NEWS	[150, 40, 276, 72]
subheadline: A VOTER'S DISABILITY.	[986, 783, 1087, 794]
subheadline: WILL IT BE FURTHER DISCUSSED?	[26, 650, 121, 671]
dateline: WELLINGTON, Last Night.	[562, 1473, 676, 1484]
subheadline: OUGHT TO BE INVESTIGATED.	[313, 585, 383, 606]
ad-town: Masterton.	[50, 1967, 97, 1978]
divider	[420, 1866, 546, 1867]
subheadline: BELONGING TO RAILWAY DEPARTMENT.	[699, 646, 812, 667]
credit: United Press Association—By Electric Telegraph—Copyright.	[692, 74, 819, 108]
headline-federal-politics: FEDERAL POLITICS	[420, 281, 546, 317]
article-body: It is stated that Italy has informed the Powers that she is about to occupy Mytilene and two other islands in the Aegean Sea, with a view to exercising pressure on the Porte and hastening the acceptance of peace conditions. Fears are expressed in Vienna that the excitement in Turkey and the Balkans will thereby be increased.	[150, 537, 276, 665]
subheadline: DISMISSED MEN'S GRIEVANCES.	[306, 563, 390, 584]
dateline: NEW PLYMOUTH, Last Night.	[692, 696, 819, 707]
article-body: In reply to questions in the House of Representatives this afternoon, Ministers stated that Sir John Findlay's opinions, expressed in Auckland in connection with the Native representation in the House, duties of citizenship and use of their lands, were his own private views, expressed in his capacity as a candidate. The Government's attention had been drawn to one case of evasion or the law under the Commercial Trusts Act, and the case was being inquired into. The question of the substitution of commercial geography for French in the syllabus under the Civil Service examination regulations had been carefully considered, and no reason had been seen for a change. The statement that the Premier had "squandered money," in hiring a whole ship to come from England if he was an impertinent fabrication, and absolutely untrue. It was proposed to go into the whole question of the constitution of the Court of Arbitration during the next recess. The Government was always ready to assist local bodies in giving every facility to consider the question of electrical or any other method of traction. The question of subsidising the construction of a tram line to be electrically operated was worthy of consideration, but until the Government develops some large force of hydro-electrical power for transmission to a suitable locality it was doubtful whether it would be profitable for local bodies to undertake the construction of small schemes with a view to electric traction on light tramways.	[420, 779, 546, 1329]
dateline: LONDON, October 17.	[708, 944, 803, 955]
dateline: LONDON, October 18.	[301, 1131, 395, 1142]
ad-roslyn-pads: The famous Roslyn Writing Pads, 6d and 1s each, from local drapers. A pleasure to write on.	[555, 1945, 683, 1985]
headline-daylight-saving: DAYLIGHT-SAVING BILL	[555, 1393, 683, 1429]
subheadline: WILL OF A COUNTESS.	[297, 359, 399, 370]
subheadline: ITS OBJECT EXPLAINED	[564, 137, 674, 147]
article-body: The Porte has promised Bulgaria to withdraw her troops from the Turkish frontiers.	[150, 749, 276, 789]
subheadline: ASKING FOR TIME.	[713, 1109, 798, 1120]
subheadline: UNCONSCIOUS FROM GRIPING PAINS.	[555, 1704, 683, 1728]
article-body: The Director of Labour reports that work is plentiful everywhere, and is likely to continue so for some time. The demand for plasterers and bricklayers is above the supply.	[285, 1007, 411, 1077]
article-body: Sir Joseph Ward moved that the House records its high sense of the faithful service rendered to New Zealand by the late J. T. Shanks, also the late A. J. Collins. The motion was seconded by Mr Massey and carried.	[969, 701, 1104, 781]
ad-line: B.S.A. MOTOR BICYCLES.	[12, 1880, 135, 1891]
article-body: It is semi-officially announced that the Powers have ceased their efforts at mediation in the Tripoli dispute, and that Italy is determined on annexation.	[150, 924, 276, 984]
headline-rexona: REXONA.	[969, 1933, 1104, 1954]
subheadline: TO HASTEN PEACE.	[169, 493, 257, 504]
subheadline: TO MR ALEX. McFARLANE.	[14, 906, 133, 917]
column-3	[280, 36, 438, 2073]
section-title-cable-news: CABLE NEWS	[285, 40, 411, 72]
ad-laxo-tonic: One long continual headache— "For several years I suffered from complications of liver and stomach troubles," writes Miss N. Brear, "Ngahuia," Avenue Road, Mosman, N.S.W. "I was frequently laid up with an irritable, red-faced eruption, and at times unconscious. I was induced to purchase a box of Laxo-Tonic Pills, and can only describe the change produced as simply wonderful. After taking these pills I was completely cured." Obtainable everywhere. Price 10½d and 1/6.	[828, 1751, 960, 1918]
headline-cricket: CRICKET.	[285, 1331, 411, 1352]
article-body: Despite the very bad weather there was quite a large number of people at the Hukanui Hall on Tuesday evening, when a complimentary social was tendered to Mr Alex. McFarlane, Chairman of the Ballance Dairy Company, by the suppliers to the local creamery. The hall was prettily decorated with flags and greenery, and the floor was in first-class order for dancing, which was kept up till an early hour next morning. At the supper interval, Mr Joseph Dawson presented to Mr McFarlane, on behalf of the suppliers, a handsome silver-plated tea and coffee service, and a case of pipes. Mr Dawson briefly traced the history of the creamery from the time of its erection by the former Hukanui Dairy Association to the present day, stating that the whole company, as well as the local suppliers, had reason to be grateful that some nine years ago their guest had exercised his casting vote as chairman to sanction the purchase of the creamery by the Ballance Dairy Company. Mr George Turner the first chairman of the old Association, and a present supplier, and Mr W. O. Tweedman, also eulogised Mr McFarlane's untiring efforts for the dairy industry. Mr McFarlane returned thanks, saying that he thought it almost unique to be made the recipient of such a presentation while still in harness. He briefly recounted the turnover at the creamery during its existence, being now about two-fold what it started with. Songs and recitations were contributed during the evening by several ladies and gentlemen.	[6, 945, 142, 1446]
subheadline: WITHDRAWAL OF TURKISH TROOPS.	[152, 695, 274, 716]
credit: By Telegraph—Press Association.	[6, 79, 141, 103]
ad-sanders-extract: A Cough, Cold, Nose, Throat, or Lung Trouble, Stomach, Bowel, or Liver Complaint, Rheumatism, Neuralgia, USE SANDER'S EUCALYPTI EXTRACT; 5 drops in a tablespoon of water. Remember, you cannot expect the good effects from any sort of eucalyptus. SANDER'S EXTRACT CURES because it contains ethereal and antiseptic substances not contained in other Eucalyptus products. These latter, made by persons ignorant in chemistry, and provided with fancy names and labels by trading concerns who do not know what they contain, have caused grievous harm, and a death has resulted from their use. Do not apply an ointment to a sore. It keeps back the secretion. To wounds, bruises, sprains, burns, ulcers, eczema, and other skin troubles APPLY SANDER' EXTRACT, 15 drops in a tablespoon of olive oil. The effect will surprise you. SANDER'S EXTRACT HEALS because it is freed from the irritating constituents contained in other eucalyptus preparation. It heals when others irritate. Insist upon the genuine SANDER EUCALYPTI EXTRACT— and you will derive the benefit.	[285, 1630, 411, 2023]
column-5	[550, 36, 708, 1985]
subheadline: MEMBER OF THE RUSSIAN COUNCIL OF EMPIRE SHOT.	[557, 1176, 681, 1197]
credit: By Telegraph—Press Association.	[6, 237, 141, 261]
subheadline: OPENED AT PALMERSTON.	[835, 671, 953, 682]
headline-amusements: AMUSEMENTS	[150, 1493, 276, 1514]
article-body: Mr V. T. Jennings asked the Premier in the House of Representatives this afternoon, what was intended to be done with the Gaming Amendment Bill. In this opinion the House would get no reply from the Racing Commission during the session. Sir Joseph Ward replied that he had already promised that if the Commission did not report this session, he would provide an opportunity for the Gaming Bill to be discussed further.	[6, 710, 141, 858]
divider	[555, 1941, 683, 1942]
ad-company: TOURIST MOTOR CO., LTD., HASTINGS, H.B.	[6, 1913, 141, 1934]
dateline: ST. PETERSBURG, Oct. 18.	[562, 1344, 676, 1355]
headline-tobacco-trust: TOBACCO TRUST.	[692, 1062, 819, 1083]
subheadline: GOVERNING TRIPOLI.	[150, 794, 276, 808]
headline-italy-turkey: ITALY AND TURKEY	[177, 118, 249, 148]
headline-sporting: SPORTING	[150, 1094, 276, 1115]
article-body: Aurofina, Kurnagai and Rifle also started. Won by a length. Time 22min. 34sec. Corinthian Handicap.— Swagger 1, Saltaire 2, Brooklyn 3. Six other starters. Time, 1min. 16sec. Coonga Handicap.— Didas 1, Thistlebrook 2, Gay Bob 3. Fourteen other starters. Time, 2min. 22¾ sec. Moonga Plate.— Obsono 1, McOnlough 2, Tea Brigs 3. Eighteen other starters. Time, 1min. 8 secs.	[150, 1346, 276, 1484]
subheadline: OF PURE DELICACY AND FLAVOUR	[692, 1816, 819, 1840]
dateline: CONSTANTINOPLE, Oct. 18.	[152, 831, 274, 842]
credit: (By Our Special Correspondent.)	[6, 920, 141, 944]
received-line: (Received Last Night, 11.30 o'clock.)	[154, 308, 272, 329]
subheadline: IN THE "BIG SMOKE."	[25, 1494, 122, 1505]
received-line: (Received Last Night, 8.50 o'clock.)	[292, 975, 404, 996]
ad-linseed-emulsion: You can get rid of that cold by taking Tonking's Linseed Emulsion. From all chemists and stores. 1s 6d, 2s 6d, 4s 6d.	[6, 2028, 141, 2068]
divider	[6, 1826, 141, 1827]
subheadline: THE OPENING DAY.	[851, 1008, 937, 1019]
subheadline: COMMISSION OF INQUIRY	[696, 151, 815, 161]
dateline: VIENNA, October 17.	[168, 914, 258, 925]
received-line: (Received October 18, 1.40 p.m.)	[562, 1199, 676, 1220]
article-body: The cruiser Leon Gambetta has sailed for the Turkish-Tripolitan coasts, to protect French interests.	[150, 422, 276, 463]
ad-line: SWIFT BICYCLES.	[30, 1848, 117, 1859]
received-line: (Received Last Night, 8.50 o'clock.)	[427, 162, 539, 182]
ad-rexona-testimonial: "I had been suffering from Piles for some little time, and had tried various advertised Ointments for my complaint, but I only got worse. I gave Rexona a trial, and was pleasantly surprised to find I was completely cured in four days. I used Laxo-Tonic Pills at the same time, so they may have helped towards my quick recovery," writes Mrs Maggie Munro, Cooper Street, Balmain, N.S.W. Rexona, the Rapid Healer, is sold in triangular pots at 1s 6d and 3s.	[420, 1871, 546, 2039]
section-title-telegrams: TELEGRAMS.	[828, 40, 960, 72]
subheadline: CHEMIST FINED.	[856, 413, 932, 424]
subheadline: HAWKE'S BAY SHOW.	[828, 993, 960, 1007]
received-line: (Received Last Night, 11.50 o'clock.)	[424, 393, 542, 414]
headline-sensational: SENSATIONAL!	[296, 118, 400, 133]
section-title-cable-news: CABLE NEWS	[420, 40, 546, 72]
subheadline: NO CHANCE THIS SESSION.	[557, 1433, 681, 1444]
subheadline: HEARING IN DUNEDIN.	[703, 1280, 808, 1291]
received-line: (Received Last Night, 9.50 o'clock.)	[292, 1250, 404, 1271]
ad-agent-role: Local Agent.	[47, 1956, 100, 1967]
dateline: WELLINGTON, Last Night.	[980, 116, 1093, 126]
headline-olympic-games: OLYMPIC GAMES COMMITTEE.	[692, 366, 819, 402]
dateline: WESTPORT, Last Night.	[705, 1438, 806, 1449]
